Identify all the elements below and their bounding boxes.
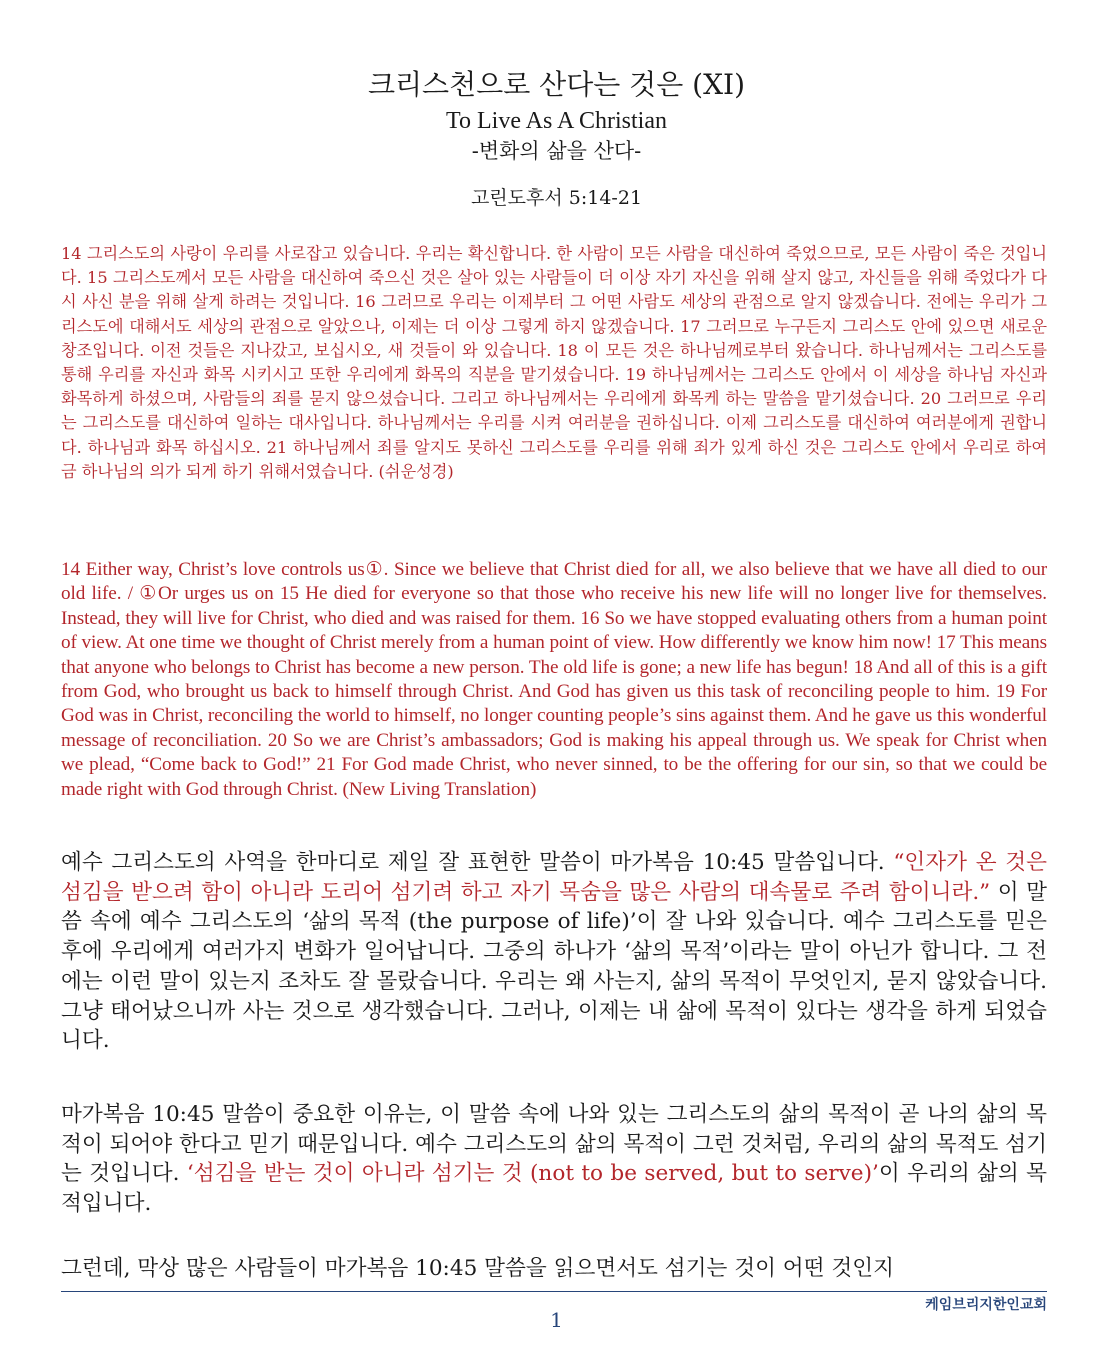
body-paragraph-2 [61, 1100, 1047, 1219]
body-text: 예수 그리스도의 사역을 한마디로 제일 잘 표현한 말씀이 마가복음 10:45 말씀입니다. [61, 850, 894, 875]
scripture-quote: “인자가 온 것은 섬김을 받으려 함이 아니라 도리어 섬기려 하고 자기 목숨을 많은 사람의 대속물로 주려 함이니라.” [61, 850, 1047, 905]
page-subtitle-korean: -변화의 삶을 산다- [471, 139, 642, 163]
page-subtitle: To Live As A Christian [446, 108, 667, 134]
scripture-reference: 고린도후서 5:14-21 [470, 187, 643, 209]
body-text: 이 말씀 속에 예수 그리스도의 ‘삶의 목적 (the purpose of life)’이 잘 나와 있습니다. 예수 그리스도를 믿은 후에 우리에게 여러가지 변화가 일어납니다. 그중의 하나가 ‘삶의 목적’이라는 말이 아닌가 합니다. 그 전에는 이런 말이 있는지 조차도 잘 몰랐습니다. 우리는 왜 사는지, 삶의 목적이 무엇인지, 묻지 않았습니다. 그냥 태어났으니까 사는 것으로 생각했습니다. 그러나, 이제는 내 삶에 목적이 있다는 생각을 하게 되었습니다. [61, 879, 1048, 1054]
page-title: 크리스천으로 산다는 것은 (XI) [367, 68, 746, 101]
scripture-quote: ‘섬김을 받는 것이 아니라 섬기는 것 (not to be served, but to serve)’ [186, 1161, 879, 1187]
body-text: 마가복음 10:45 말씀이 중요한 이유는, 이 말씀 속에 나와 있는 그리스도의 삶의 목적이 곧 나의 삶의 목적이 되어야 한다고 믿기 때문입니다. 예수 그리스도의 삶의 목적이 그런 것처럼, 우리의 삶의 목적도 섬기는 것입니다. [61, 1102, 1047, 1187]
footer-divider [61, 1291, 1047, 1292]
english-scripture-passage: 14 Either way, Christ’s love controls us①. Since we believe that Christ died for all, we also believe that we have all died to our old life. / ①Or urges us on 15 He died for everyone so that those who receive his new life will no longer live for themselves. Instead, they will live for Christ, who died and was raised for them. 16 So we have stopped evaluating others from a human point of view. At one time we thought of Christ merely from a human point of view. How differently we know him now! 17 This means that anyone who belongs to Christ has become a new person. The old life is gone; a new life has begun! 18 And all of this is a gift from God, who brought us back to himself through Christ. And God has given us this task of reconciling people to him. 19 For God was in Christ, reconciling the world to himself, no longer counting people’s sins against them. And he gave us this wonderful message of reconciliation. 20 So we are Christ’s ambassadors; God is making his appeal through us. We speak for Christ when we plead, “Come back to God!” 21 For God made Christ, who never sinned, to be the offering for our sin, so that we could be made right with God through Christ. (New Living Translation) [61, 559, 1047, 800]
korean-scripture-passage: 14 그리스도의 사랑이 우리를 사로잡고 있습니다. 우리는 확신합니다. 한 사람이 모든 사람을 대신하여 죽었으므로, 모든 사람이 죽은 것입니다. 15 그리스도께서 모든 사람을 대신하여 죽으신 것은 살아 있는 사람들이 더 이상 자기 자신을 위해 살지 않고, 자신들을 위해 죽었다가 다시 사신 분을 위해 살게 하려는 것입니다. 16 그러므로 우리는 이제부터 그 어떤 사람도 세상의 관점으로 알지 않겠습니다. 전에는 우리가 그리스도에 대해서도 세상의 관점으로 알았으나, 이제는 더 이상 그렇게 하지 않겠습니다. 17 그러므로 누구든지 그리스도 안에 있으면 새로운 창조입니다. 이전 것들은 지나갔고, 보십시오, 새 것들이 와 있습니다. 18 이 모든 것은 하나님께로부터 왔습니다. 하나님께서는 그리스도를 통해 우리를 자신과 화목 시키시고 또한 우리에게 화목의 직분을 맡기셨습니다. 19 하나님께서는 그리스도 안에서 이 세상을 하나님 자신과 화목하게 하셨으며, 사람들의 죄를 묻지 않으셨습니다. 그리고 하나님께서는 우리에게 화목케 하는 말씀을 맡기셨습니다. 20 그러므로 우리는 그리스도를 대신하여 일하는 대사입니다. 하나님께서는 우리를 시켜 여러분을 권하십니다. 이제 그리스도를 대신하여 여러분에게 권합니다. 하나님과 화목 하십시오. 21 하나님께서 죄를 알지도 못하신 그리스도를 우리를 위해 죄가 있게 하신 것은 그리스도 안에서 우리로 하여금 하나님의 의가 되게 하기 위해서였습니다. (쉬운성경) [61, 244, 1047, 481]
body-paragraph-3: 그런데, 막상 많은 사람들이 마가복음 10:45 말씀을 읽으면서도 섬기는 것이 어떤 것인지 [61, 1256, 894, 1281]
page-number: 1 [550, 1308, 563, 1332]
church-name: 케임브리지한인교회 [925, 1297, 1047, 1313]
body-paragraph-1 [61, 848, 1047, 1056]
body-text: 이 우리의 삶의 목적입니다. [61, 1161, 1047, 1217]
